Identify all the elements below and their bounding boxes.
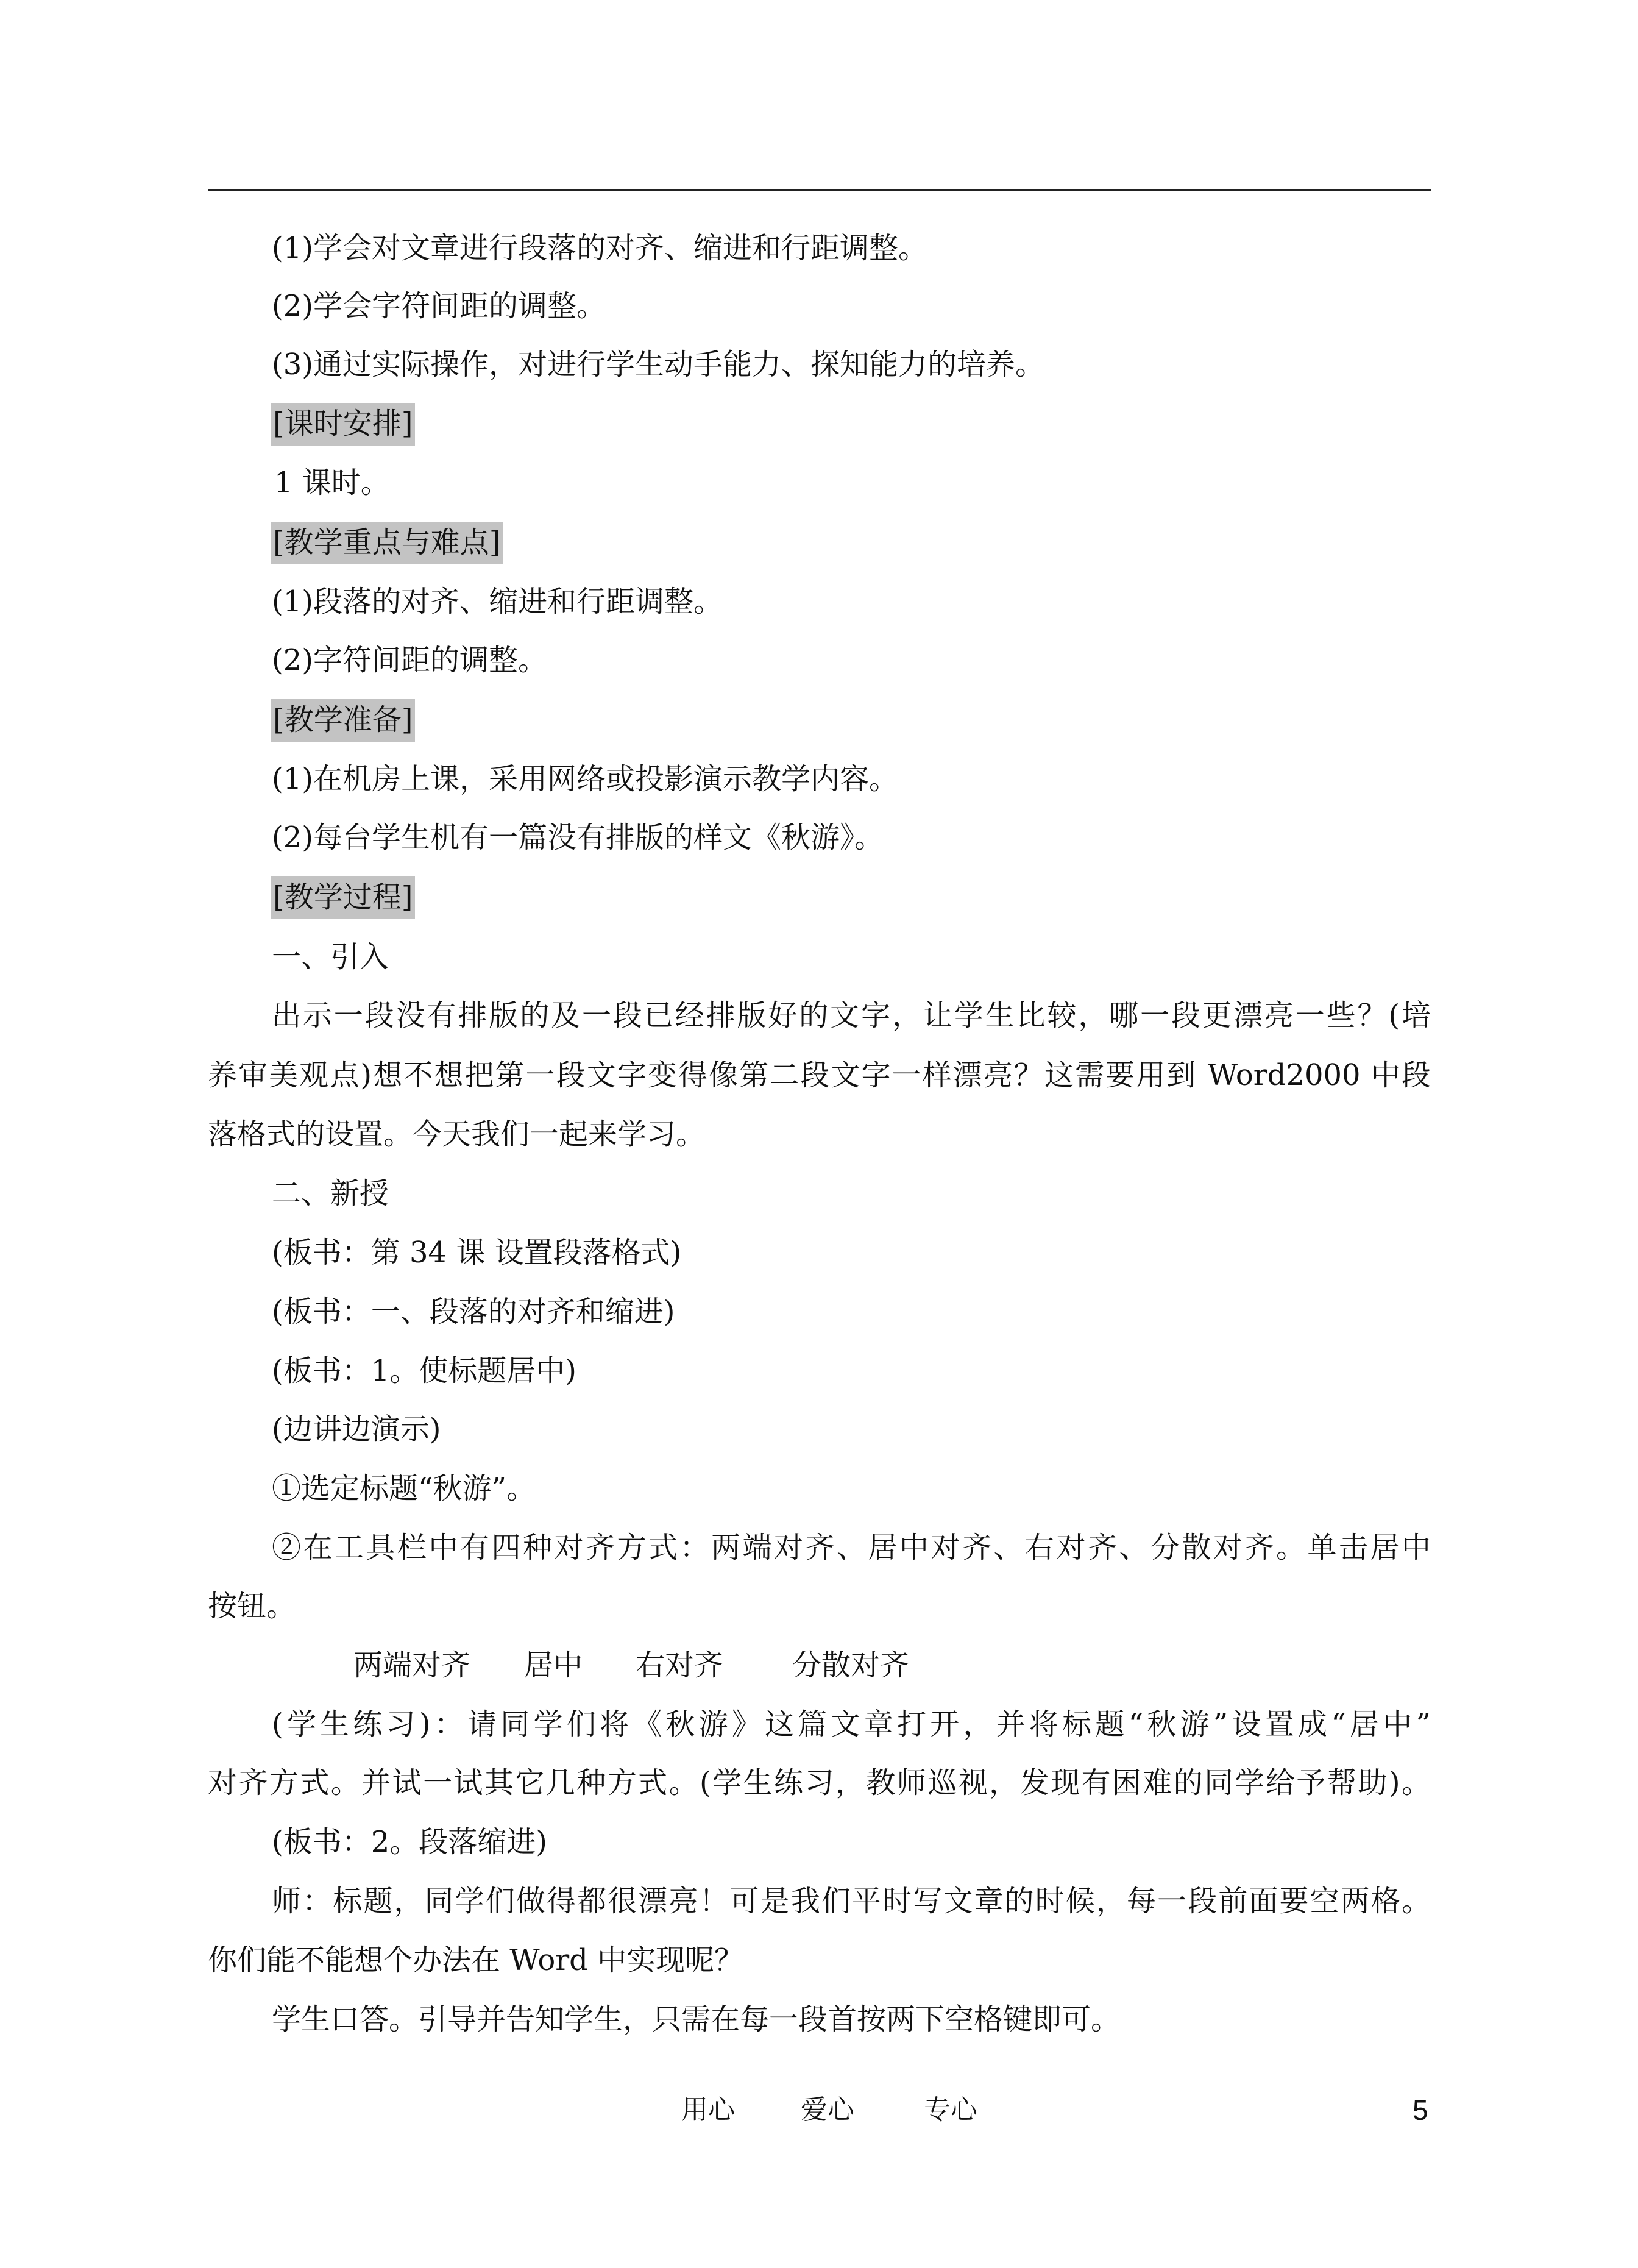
step-2-line-2: 按钮。 xyxy=(208,1589,296,1623)
practice-line-2: 对齐方式。并试一试其它几种方式。(学生练习，教师巡视，发现有困难的同学给予帮助)。 xyxy=(208,1766,1431,1800)
footer-motto-3: 专心 xyxy=(924,2094,977,2125)
alignment-label-justify: 两端对齐 xyxy=(353,1648,471,1682)
board-note-3: (板书：1。使标题居中) xyxy=(272,1354,576,1388)
alignment-label-right: 右对齐 xyxy=(636,1648,724,1682)
schedule-text: 1 课时。 xyxy=(274,466,390,500)
demo-note: (边讲边演示) xyxy=(272,1412,441,1446)
section-heading-key-points xyxy=(271,521,503,564)
student-answer: 学生口答。引导并告知学生，只需在每一段首按两下空格键即可。 xyxy=(272,2002,1121,2036)
alignment-label-distributed: 分散对齐 xyxy=(792,1648,910,1682)
board-note-2: (板书：一、段落的对齐和缩进) xyxy=(272,1295,675,1329)
intro-paragraph-line-1: 出示一段没有排版的及一段已经排版好的文字，让学生比较，哪一段更漂亮一些？(培 xyxy=(272,998,1431,1033)
section-highlight: [教学过程] xyxy=(271,876,415,919)
objective-2: (2)学会字符间距的调整。 xyxy=(272,289,606,323)
objective-3: (3)通过实际操作，对进行学生动手能力、探知能力的培养。 xyxy=(272,347,1044,382)
preparation-2: (2)每台学生机有一篇没有排版的样文《秋游》。 xyxy=(272,820,884,855)
part-1-heading: 一、引入 xyxy=(272,940,389,974)
key-point-2: (2)字符间距的调整。 xyxy=(272,643,547,677)
teacher-line-1: 师：标题，同学们做得都很漂亮！可是我们平时写文章的时候，每一段前面要空两格。 xyxy=(272,1884,1431,1918)
objective-1: (1)学会对文章进行段落的对齐、缩进和行距调整。 xyxy=(272,231,927,265)
step-2-line-1: ②在工具栏中有四种对齐方式：两端对齐、居中对齐、右对齐、分散对齐。单击居中 xyxy=(272,1530,1431,1565)
preparation-1: (1)在机房上课，采用网络或投影演示教学内容。 xyxy=(272,762,898,796)
board-note-4: (板书：2。段落缩进) xyxy=(272,1825,547,1859)
key-point-1: (1)段落的对齐、缩进和行距调整。 xyxy=(272,585,723,619)
part-2-heading: 二、新授 xyxy=(272,1176,389,1210)
section-highlight: [教学准备] xyxy=(271,699,415,742)
header-rule xyxy=(208,189,1431,191)
intro-paragraph-line-3: 落格式的设置。今天我们一起来学习。 xyxy=(208,1117,706,1151)
step-1: ①选定标题“秋游”。 xyxy=(272,1471,536,1505)
intro-paragraph-line-2: 养审美观点)想不想把第一段文字变得像第二段文字一样漂亮？这需要用到 Word2000 中段 xyxy=(208,1058,1431,1092)
practice-line-1: (学生练习)：请同学们将《秋游》这篇文章打开，并将标题“秋游”设置成“居中” xyxy=(272,1707,1431,1741)
page-number: 5 xyxy=(1413,2094,1428,2126)
alignment-label-center: 居中 xyxy=(524,1648,583,1682)
section-heading-process xyxy=(271,876,415,919)
teacher-line-2: 你们能不能想个办法在 Word 中实现呢？ xyxy=(208,1943,744,1977)
footer-motto-1: 用心 xyxy=(681,2094,735,2125)
section-highlight: [课时安排] xyxy=(271,403,415,446)
board-note-1: (板书：第 34 课 设置段落格式) xyxy=(272,1235,682,1270)
section-highlight: [教学重点与难点] xyxy=(271,522,503,564)
section-heading-preparation xyxy=(271,699,415,741)
section-heading-schedule xyxy=(271,402,415,445)
footer-motto-2: 爱心 xyxy=(801,2094,854,2125)
